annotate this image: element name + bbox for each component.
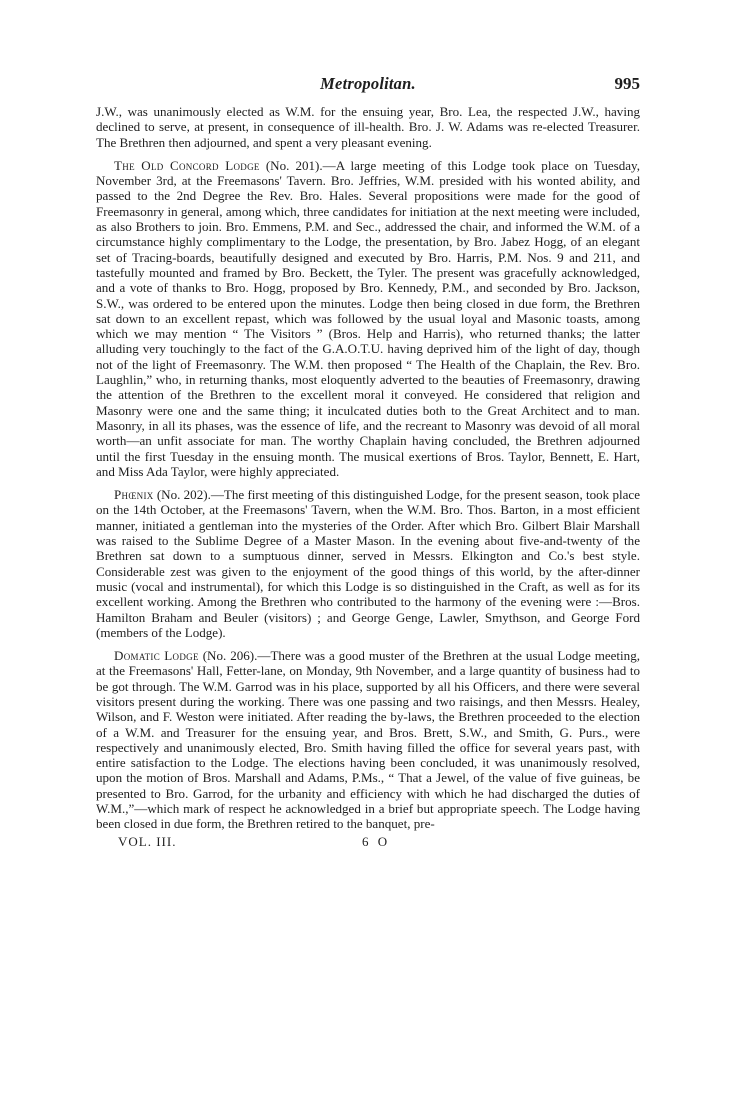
page-footer <box>96 834 640 852</box>
volume-label: VOL. III. <box>118 833 177 849</box>
paragraph-phoenix-lodge <box>96 487 640 640</box>
paragraph-text: (No. 206).—There was a good muster of the Brethren at the usual Lodge meeting, at the Freemasons' Hall, Fetter-lane, on Monday, 9th November, and a large quantity of business had to be got through. The W.M. Garrod was in his place, supported by all his Officers, and there were several visitors present during the working. There was one passing and two raisings, and then Messrs. Healey, Wilson, and F. Weston were initiated. After reading the by-laws, the Brethren proceeded to the election of a W.M. and Treasurer for the ensuing year, and Bros. Brett, S.W., and Smith, G. Purs., were respectively and unanimously elected, Bro. Smith having filled the office for several years past, with entire satisfaction to the Lodge. The elections having been concluded, it was unanimously resolved, upon the motion of Bros. Marshall and Adams, P.Ms., “ That a Jewel, of the value of five guineas, be presented to Bro. Garrod, for the urbanity and efficiency with which he had discharged the duties of W.M.,”—which mark of respect he acknowledged in a brief but appropriate speech. The Lodge having been closed in due form, the Brethren retired to the banquet, pre- <box>96 648 640 832</box>
paragraph-old-concord-lodge <box>96 158 640 479</box>
paragraph-continuation <box>96 104 640 150</box>
lodge-name: Phœnix <box>114 487 154 503</box>
lodge-name: The Old Concord Lodge <box>114 157 260 173</box>
page-number: 995 <box>614 74 640 93</box>
signature-mark: 6 O <box>362 833 391 849</box>
paragraph-text: (No. 202).—The first meeting of this distinguished Lodge, for the present season, took place on the 14th October, at the Freemasons' Tavern, when the W.M. Bro. Thos. Barton, in a most efficient manner, initiated a gentleman into the mysteries of the Order. After which Bro. Gilbert Blair Marshall was raised to the Sublime Degree of a Master Mason. In the evening about five-and-twenty of the Brethren sat down to a sumptuous dinner, served in Messrs. Elkington and Co.'s best style. Considerable zest was given to the enjoyment of the good things of this world, by the after-dinner music (vocal and instrumental), for which this Lodge is so distinguished in the Craft, as well as for its excellent working. Among the Brethren who contributed to the harmony of the evening were :—Bros. Hamilton Braham and Beuler (visitors) ; and George Genge, Lawler, Smythson, and George Ford (members of the Lodge). <box>96 487 640 640</box>
journal-page <box>96 74 640 852</box>
paragraph-domatic-lodge <box>96 648 640 832</box>
article-body <box>96 104 640 832</box>
paragraph-text: (No. 201).—A large meeting of this Lodge took place on Tuesday, November 3rd, at the Freemasons' Tavern. Bro. Jeffries, W.M. presided with his wonted ability, and passed to the 2nd Degree the Rev. Bro. Hales. Several propositions were made for the good of Freemasonry in general, among which, three candidates for initiation at the next meeting were included, as also Brothers to join. Bro. Emmens, P.M. and Sec., addressed the chair, and informed the W.M. of a circumstance highly complimentary to the Lodge, the presentation, by Bro. Jabez Hogg, of an elegant set of Tracing-boards, beautifully designed and executed by Bro. Harris, P.M. Nos. 9 and 211, and tastefully mounted and framed by Bro. Beckett, the Tyler. The present was gracefully acknowledged, and a vote of thanks to Bro. Hogg, proposed by Bro. Kennedy, P.M., and seconded by Bro. Jackson, S.W., was ordered to be entered upon the minutes. Lodge then being closed in due form, the Brethren sat down to an excellent repast, which was followed by the usual loyal and Masonic toasts, among which we may mention “ The Visitors ” (Bros. Help and Harris), who returned thanks; the latter alluding very touchingly to the fact of the G.A.O.T.U. having deprived him of the light of day, though not of the light of Freemasonry. The W.M. then proposed “ The Health of the Chaplain, the Rev. Bro. Laughlin,” who, in returning thanks, most eloquently adverted to the beauties of Freemasonry, drawing the attention of the Brethren to the excellent moral it conveyed. He considered that religion and Masonry were one and the same thing; it inculcated duties both to the Great Architect and to man. Masonry, in all its phases, was the essence of life, and the recreant to Masonry was devoid of all moral worth—an unfit associate for man. The worthy Chaplain having concluded, the Brethren adjourned until the first Tuesday in the ensuing month. The musical exertions of Bros. Taylor, Bennett, E. Hart, and Miss Ada Taylor, were highly appreciated. <box>96 157 640 479</box>
lodge-name: Domatic Lodge <box>114 648 199 664</box>
running-header <box>96 74 640 104</box>
paragraph-text: J.W., was unanimously elected as W.M. for the ensuing year, Bro. Lea, the respected J.W., having declined to serve, at present, in consequence of ill-health. Bro. J. W. Adams was re-elected Treasurer. The Brethren then adjourned, and spent a very pleasant evening. <box>96 104 640 150</box>
running-title: Metropolitan. <box>320 74 416 93</box>
